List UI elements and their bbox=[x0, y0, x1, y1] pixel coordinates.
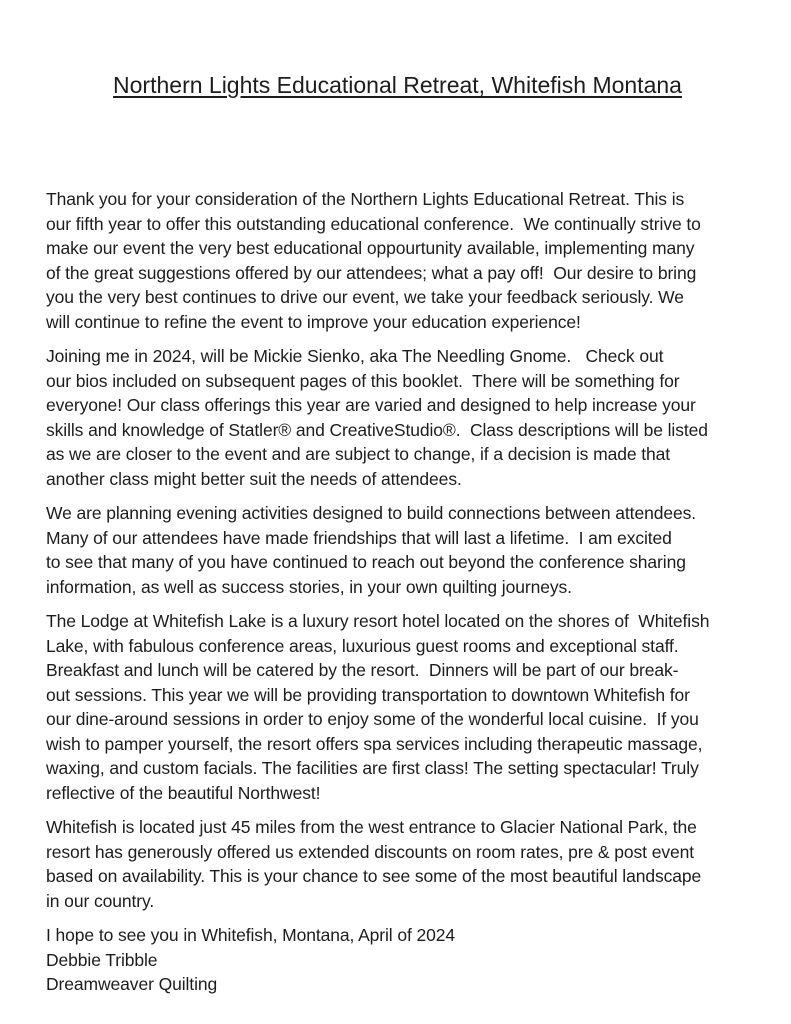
text-line: Many of our attendees have made friendships that will last a lifetime. I am excited bbox=[46, 527, 672, 548]
text-line: We are planning evening activities designed to build connections between attendees. bbox=[46, 503, 697, 523]
text-line: wish to pamper yourself, the resort offers spa services including therapeutic massage, bbox=[46, 733, 703, 754]
text-line: our bios included on subsequent pages of this booklet. There will be something for bbox=[46, 370, 680, 391]
text-line: in our country. bbox=[46, 890, 155, 911]
text-line: another class might better suit the needs of attendees. bbox=[46, 468, 462, 489]
text-line: of the great suggestions offered by our attendees; what a pay off! Our desire to bring bbox=[46, 262, 697, 283]
text-line: skills and knowledge of Statler® and CreativeStudio®. Class descriptions will be listed bbox=[46, 419, 708, 440]
text-line: waxing, and custom facials. The facilities are first class! The setting spectacular! Truly bbox=[46, 758, 699, 778]
text-line: resort has generously offered us extended discounts on room rates, pre & post event bbox=[46, 841, 695, 862]
text-line: make our event the very best educational oppourtunity available, implementing many bbox=[46, 238, 695, 258]
text-line: our fifth year to offer this outstanding educational conference. We continually strive to bbox=[46, 213, 701, 234]
text-line: Whitefish is located just 45 miles from the west entrance to Glacier National Park, the bbox=[46, 817, 697, 837]
text-line: you the very best continues to drive our event, we take your feedback seriously. We bbox=[46, 287, 684, 307]
paragraph-activities bbox=[46, 501, 749, 599]
text-line: Joining me in 2024, will be Mickie Sienko, aka The Needling Gnome. Check out bbox=[46, 346, 664, 366]
text-line: as we are closer to the event and are subject to change, if a decision is made that bbox=[46, 444, 671, 464]
text-line: information, as well as success stories, in your own quilting journeys. bbox=[46, 576, 572, 597]
closing-block bbox=[46, 923, 749, 997]
closing-farewell: I hope to see you in Whitefish, Montana, April of 2024 bbox=[46, 925, 456, 945]
paragraph-instructors bbox=[46, 344, 749, 491]
text-line: everyone! Our class offerings this year are varied and designed to help increase your bbox=[46, 395, 696, 415]
text-line: our dine-around sessions in order to enjoy some of the wonderful local cuisine. If you bbox=[46, 709, 699, 729]
signature-name: Debbie Tribble bbox=[46, 949, 158, 970]
text-line: out sessions. This year we will be providing transportation to downtown Whitefish for bbox=[46, 684, 690, 705]
paragraph-location bbox=[46, 815, 749, 913]
paragraph-intro bbox=[46, 187, 749, 334]
text-line: Breakfast and lunch will be catered by the resort. Dinners will be part of our break- bbox=[46, 660, 679, 680]
letter-body bbox=[46, 187, 749, 997]
paragraph-lodge bbox=[46, 609, 749, 805]
text-line: will continue to refine the event to improve your education experience! bbox=[46, 311, 581, 332]
text-line: to see that many of you have continued to reach out beyond the conference sharing bbox=[46, 552, 686, 572]
text-line: based on availability. This is your chance to see some of the most beautiful landscape bbox=[46, 866, 702, 886]
text-line: Lake, with fabulous conference areas, luxurious guest rooms and exceptional staff. bbox=[46, 635, 679, 656]
signature-business: Dreamweaver Quilting bbox=[46, 974, 218, 994]
text-line: reflective of the beautiful Northwest! bbox=[46, 782, 321, 803]
letter-title: Northern Lights Educational Retreat, Whitefish Montana bbox=[113, 72, 682, 98]
text-line: Thank you for your consideration of the Northern Lights Educational Retreat. This is bbox=[46, 189, 685, 209]
text-line: The Lodge at Whitefish Lake is a luxury resort hotel located on the shores of Whitefish bbox=[46, 611, 710, 631]
